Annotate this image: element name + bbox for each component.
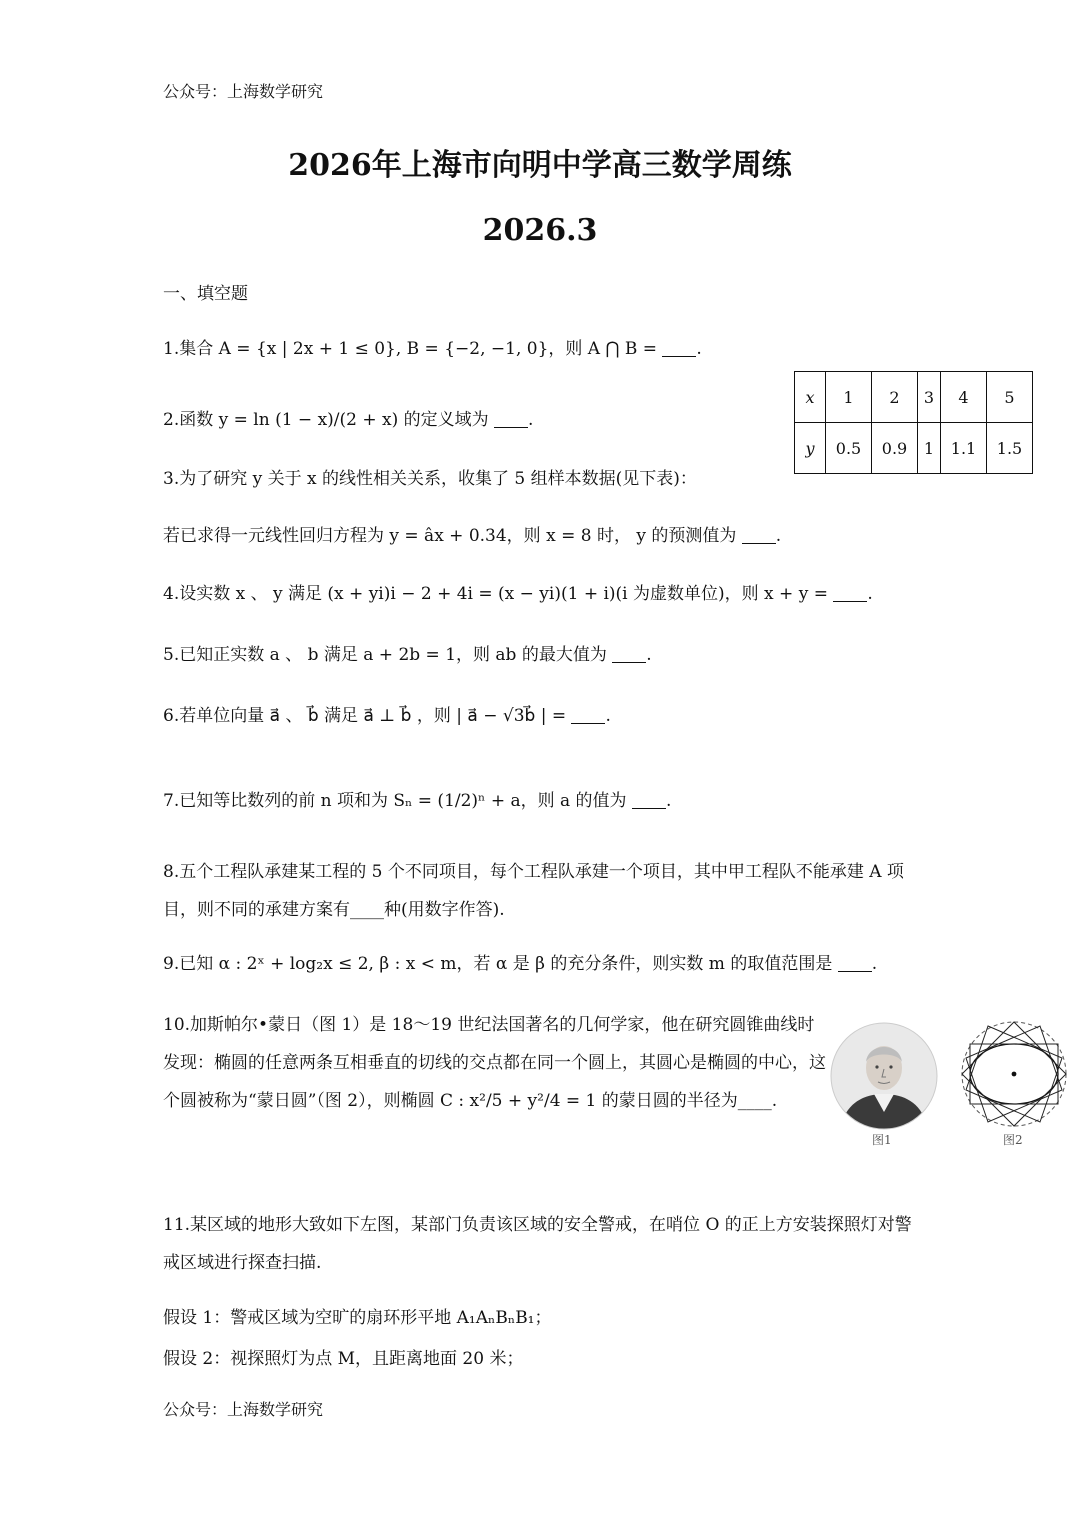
question-3-continued: 若已求得一元线性回归方程为 y = âx + 0.34，则 x = 8 时， y 的预测值为 . [163,526,782,546]
page-title: 2026年上海市向明中学高三数学周练 [288,148,792,183]
question-9-text: 9.已知 α : 2ˣ + log₂x ≤ 2, β : x < m，若 α 是 β 的充分条件，则实数 m 的取值范围是 [163,954,833,974]
question-3b-text: 若已求得一元线性回归方程为 y = âx + 0.34，则 x = 8 时， y 的预测值为 [163,526,737,546]
question-9: 9.已知 α : 2ˣ + log₂x ≤ 2, β : x < m，若 α 是 β 的充分条件，则实数 m 的取值范围是 . [163,954,878,974]
page-date: 2026.3 [482,213,598,248]
question-3: 3.为了研究 y 关于 x 的线性相关关系，收集了 5 组样本数据(见下表)： [163,469,697,489]
question-10: 10.加斯帕尔•蒙日（图 1）是 18～19 世纪法国著名的几何学家，他在研究圆锥曲线时发现：椭圆的任意两条互相垂直的切线的交点都在同一个圆上，其圆心是椭圆的中心，这个圆被称为“蒙日圆”（图 2），则椭圆 C : x²/5 + y²/4 = 1 的蒙日圆的半径为____. [163,1015,826,1111]
table-cell: 0.5 [826,423,872,474]
figure-2-caption: 图2 [1003,1133,1023,1147]
question-1: 1.集合 A = {x | 2x + 1 ≤ 0}, B = {−2, −1, 0}，则 A ⋂ B = . [163,339,702,359]
question-4: 4.设实数 x 、 y 满足 (x + yi)i − 2 + 4i = (x − yi)(1 + i)(i 为虚数单位)，则 x + y = . [163,584,873,604]
table-row [795,372,1033,423]
question-4-text: 4.设实数 x 、 y 满足 (x + yi)i − 2 + 4i = (x − yi)(1 + i)(i 为虚数单位)，则 x + y = [163,584,828,604]
answer-blank [494,409,528,428]
question-6-text: 6.若单位向量 a⃗ 、 b⃗ 满足 a⃗ ⊥ b⃗ ，则 | a⃗ − √3b⃗ | = [163,706,567,726]
answer-blank [612,644,646,663]
question-1-text: 1.集合 A = {x | 2x + 1 ≤ 0}, B = {−2, −1, 0}，则 A ⋂ B = [163,339,657,359]
answer-blank [742,525,776,544]
table-cell: 5 [987,372,1033,423]
question-2-text: 2.函数 y = ln (1 − x)/(2 + x) 的定义域为 [163,410,489,430]
assumption-2: 假设 2：视探照灯为点 M，且距离地面 20 米； [163,1349,524,1369]
question-5: 5.已知正实数 a 、 b 满足 a + 2b = 1，则 ab 的最大值为 . [163,645,652,665]
table-cell: 1.1 [941,423,987,474]
table-cell: 1.5 [987,423,1033,474]
table-cell: 4 [941,372,987,423]
monge-circle-figure [958,1018,1070,1130]
answer-blank [838,953,872,972]
assumption-1: 假设 1：警戒区域为空旷的扇环形平地 A₁AₙBₙB₁； [163,1308,552,1328]
data-table [794,371,1033,474]
section-heading: 一、填空题 [163,284,248,304]
portrait-figure [830,1022,938,1130]
answer-blank [833,583,867,602]
table-x-label: x [795,372,826,423]
question-7-text: 7.已知等比数列的前 n 项和为 Sₙ = (1/2)ⁿ + a，则 a 的值为 [163,791,627,811]
footer-source: 公众号：上海数学研究 [163,1400,324,1419]
question-6: 6.若单位向量 a⃗ 、 b⃗ 满足 a⃗ ⊥ b⃗ ，则 | a⃗ − √3b⃗ | = . [163,706,611,726]
table-y-label: y [795,423,826,474]
question-2: 2.函数 y = ln (1 − x)/(2 + x) 的定义域为 . [163,410,534,430]
table-cell: 2 [872,372,918,423]
table-cell: 1 [918,423,941,474]
question-5-text: 5.已知正实数 a 、 b 满足 a + 2b = 1，则 ab 的最大值为 [163,645,607,665]
question-8: 8.五个工程队承建某工程的 5 个不同项目，每个工程队承建一个项目，其中甲工程队不能承建 A 项目，则不同的承建方案有____种(用数字作答). [163,862,904,920]
answer-blank [662,338,696,357]
answer-blank [632,790,666,809]
table-row [795,423,1033,474]
question-11: 11.某区域的地形大致如下左图，某部门负责该区域的安全警戒，在哨位 O 的正上方安装探照灯对警戒区域进行探查扫描. [163,1215,912,1273]
header-source: 公众号：上海数学研究 [163,82,324,101]
question-7: 7.已知等比数列的前 n 项和为 Sₙ = (1/2)ⁿ + a，则 a 的值为 . [163,791,672,811]
answer-blank [571,705,605,724]
table-cell: 0.9 [872,423,918,474]
figure-1-caption: 图1 [872,1133,892,1147]
table-cell: 1 [826,372,872,423]
table-cell: 3 [918,372,941,423]
